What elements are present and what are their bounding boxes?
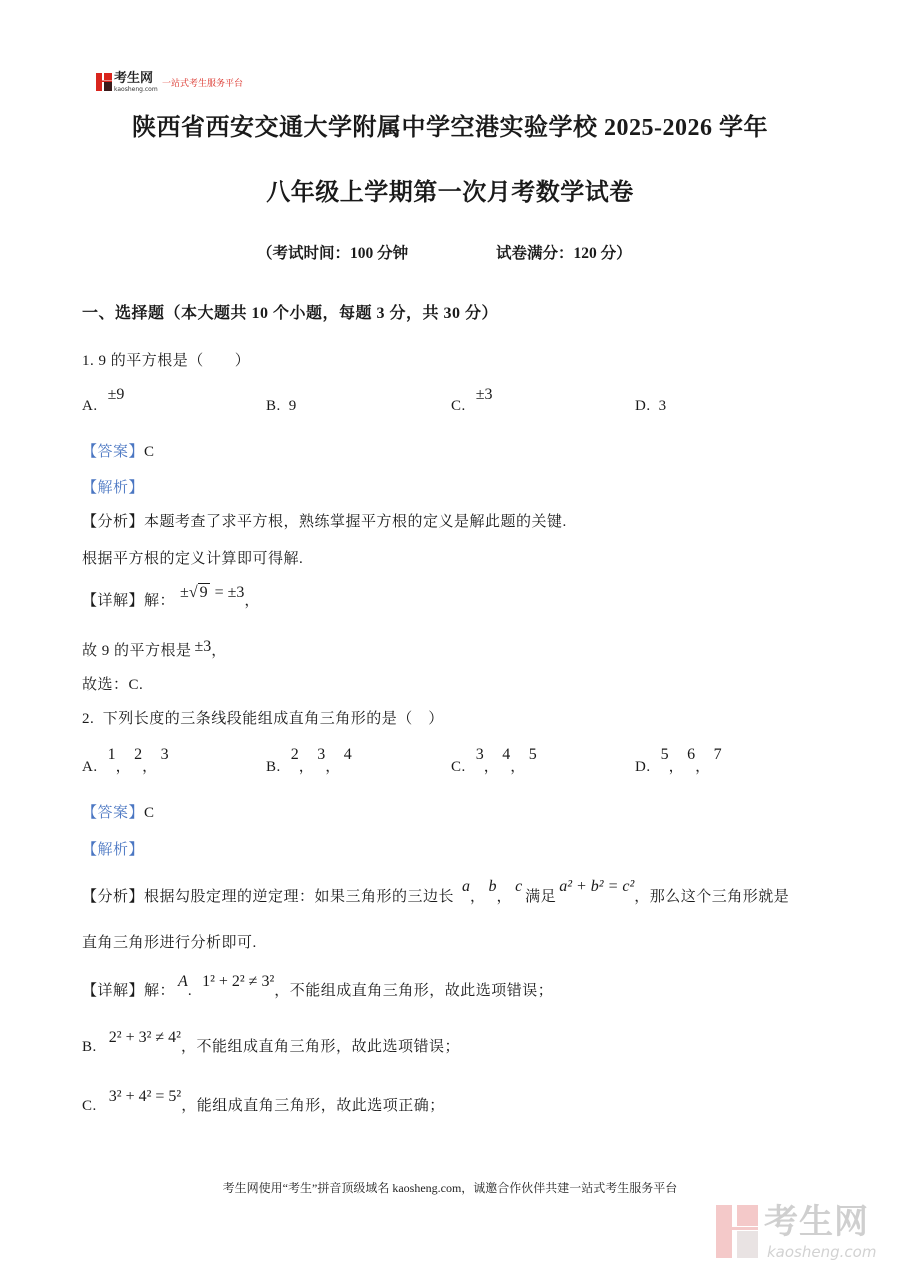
var-c: c <box>515 878 523 895</box>
q1-answer <box>82 442 155 462</box>
watermark-domain: kaosheng.com <box>767 1243 877 1261</box>
q1-conclusion <box>82 638 227 661</box>
option-sep: ， <box>298 759 315 775</box>
detail-label: 【详解】 <box>82 983 145 999</box>
detail-dot: . <box>187 983 193 999</box>
detail-text: ，不能组成直角三角形，故此选项错误； <box>274 983 554 999</box>
option-value: 5 <box>528 746 537 763</box>
option-sep: ， <box>325 759 341 775</box>
q1-fenxi <box>82 512 567 532</box>
option-sep: ， <box>510 759 526 775</box>
q1-analysis-heading <box>82 478 144 498</box>
q2-detail-a <box>82 973 554 1001</box>
option-label: A. <box>82 759 98 775</box>
method-text: 根据平方根的定义计算即可得解. <box>82 551 304 567</box>
option-sep: ， <box>483 759 500 775</box>
detail-end: ， <box>244 593 260 609</box>
q1-option-a <box>82 386 125 416</box>
option-value: 2 <box>134 746 143 763</box>
watermark-name: 考生网 <box>764 1202 869 1242</box>
option-label: B. <box>266 759 281 775</box>
q1-options <box>82 386 822 416</box>
q1-detail <box>82 584 260 611</box>
option-sep: ， <box>115 759 132 775</box>
q2-option-b <box>266 746 352 777</box>
fenxi-text-2: ，那么这个三角形就是 <box>634 889 790 905</box>
option-value: 6 <box>687 746 696 763</box>
fenxi-label: 【分析】 <box>82 514 145 530</box>
answer-label: 【答案】 <box>82 805 145 821</box>
section-title: 一、选择题（本大题共 10 个小题，每题 3 分，共 30 分） <box>82 305 499 322</box>
q1-stem <box>82 351 250 371</box>
q1-choose <box>82 675 143 695</box>
detail-formula: 1² + 2² ≠ 3² <box>202 973 275 990</box>
option-label: C. <box>451 398 466 414</box>
fenxi-text: 根据勾股定理的逆定理：如果三角形的三边长 <box>144 889 455 905</box>
option-value: 5 <box>660 746 669 763</box>
logo-name: 考生网 <box>114 71 154 86</box>
conclusion-end: ， <box>211 643 227 659</box>
answer-value: C <box>144 805 155 821</box>
q2-detail-c <box>82 1088 445 1116</box>
q2-option-a <box>82 746 169 777</box>
option-label: D. <box>635 759 651 775</box>
exam-time: （考试时间：100 分钟 <box>257 245 409 262</box>
q2-option-c <box>451 746 537 777</box>
q2-analysis-heading <box>82 840 144 860</box>
option-value: 3 <box>160 746 169 763</box>
fenxi-sep: ， <box>470 889 486 905</box>
option-label: A. <box>82 398 98 414</box>
q1-option-d <box>635 396 667 416</box>
option-sep: ， <box>695 759 711 775</box>
option-value: 3 <box>658 398 667 414</box>
q2-fenxi-cont <box>82 933 257 953</box>
option-value: 7 <box>713 746 722 763</box>
analysis-label: 【解析】 <box>82 480 145 496</box>
jie-label: 解： <box>144 983 176 999</box>
exam-title-line2: 八年级上学期第一次月考数学试卷 <box>266 180 634 206</box>
detail-formula: 2² + 3² ≠ 4² <box>108 1029 181 1046</box>
var-a: a <box>462 878 471 895</box>
option-label: C. <box>451 759 466 775</box>
q1-method <box>82 549 303 569</box>
sqrt-expression <box>180 583 244 603</box>
option-value: 4 <box>502 746 511 763</box>
sqrt-result: = ±3 <box>214 584 245 601</box>
logo-domain: kaosheng.com <box>114 86 158 93</box>
radical-sign: √ <box>188 584 198 601</box>
q2-fenxi <box>82 878 790 907</box>
page-footer: 考生网使用“考生”拼音顶级域名 kaosheng.com，诚邀合作伙伴共建一站式考生服务平台 <box>222 1181 678 1195</box>
var-b: b <box>488 878 497 895</box>
answer-value: C <box>144 444 155 460</box>
detail-text: ，能组成直角三角形，故此选项正确； <box>181 1098 445 1114</box>
analysis-label: 【解析】 <box>82 842 145 858</box>
q2-detail-b <box>82 1029 460 1057</box>
option-sep: ， <box>142 759 158 775</box>
exam-title-line1: 陕西省西安交通大学附属中学空港实验学校 2025-2026 学年 <box>132 115 768 141</box>
option-value: ±3 <box>475 386 493 403</box>
fenxi-text: 本题考查了求平方根，熟练掌握平方根的定义是解此题的关键. <box>144 514 567 530</box>
kaosheng-logo-icon <box>96 73 112 91</box>
conclusion-text: 故 9 的平方根是 <box>82 643 192 659</box>
detail-formula: 3² + 4² = 5² <box>108 1088 182 1105</box>
q1-stem-text: 1. 9 的平方根是（ ） <box>82 353 251 369</box>
q2-answer <box>82 803 155 823</box>
q1-option-c <box>451 386 493 416</box>
option-label: B. <box>266 398 281 414</box>
fenxi-sep: ， <box>496 889 513 905</box>
detail-text: ，不能组成直角三角形，故此选项错误； <box>180 1039 460 1055</box>
detail-option-label: B. <box>82 1039 97 1055</box>
kaosheng-watermark-icon <box>716 1205 758 1258</box>
pythagorean-formula: a² + b² = c² <box>559 878 635 895</box>
satisfy-text: 满足 <box>525 889 557 905</box>
fenxi-text-3: 直角三角形进行分析即可. <box>82 935 257 951</box>
option-value: ±9 <box>107 386 125 403</box>
option-value: 3 <box>317 746 326 763</box>
detail-label: 【详解】 <box>82 593 145 609</box>
radicand: 9 <box>199 584 208 601</box>
option-sep: ， <box>668 759 685 775</box>
detail-option-label: C. <box>82 1098 97 1114</box>
jie-label: 解： <box>144 593 176 609</box>
q2-option-d <box>635 746 722 777</box>
q2-options <box>82 746 822 777</box>
choose-text: 故选：C. <box>82 677 144 693</box>
option-value: 2 <box>290 746 299 763</box>
option-label: D. <box>635 398 651 414</box>
detail-option-label: A <box>178 973 188 990</box>
answer-label: 【答案】 <box>82 444 145 460</box>
logo-slogan: 一站式考生服务平台 <box>162 79 244 89</box>
option-value: 9 <box>288 398 297 414</box>
q2-stem-text: 2. 下列长度的三条线段能组成直角三角形的是（ ） <box>82 711 444 727</box>
plus-minus: ± <box>180 584 189 601</box>
option-value: 3 <box>475 746 484 763</box>
option-value: 1 <box>107 746 116 763</box>
q2-stem <box>82 709 444 729</box>
option-value: 4 <box>343 746 352 763</box>
fenxi-label: 【分析】 <box>82 889 145 905</box>
conclusion-math: ±3 <box>194 638 212 655</box>
exam-full-score: 试卷满分：120 分） <box>496 245 632 262</box>
q1-option-b <box>266 396 297 416</box>
